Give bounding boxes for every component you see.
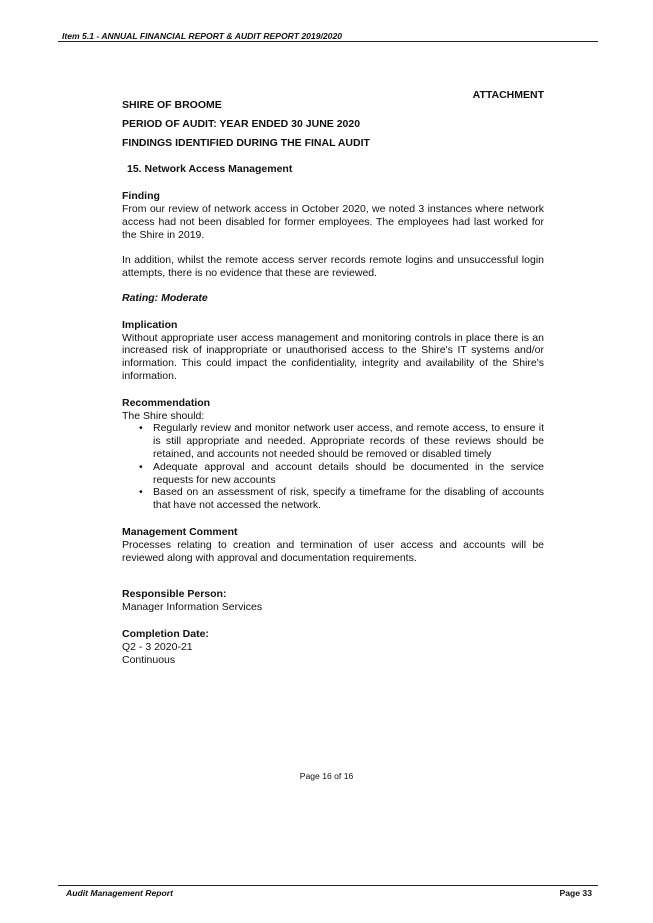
section-title: 15. Network Access Management [127, 163, 293, 176]
finding-heading: Finding [122, 190, 160, 203]
list-item-text: Based on an assessment of risk, specify a timeframe for the disabling of accounts that have not accessed the network. [153, 486, 544, 512]
recommendation-list [122, 422, 544, 512]
footer-rule [58, 885, 598, 886]
findings-title: FINDINGS IDENTIFIED DURING THE FINAL AUDIT [122, 136, 370, 149]
attachment-label: ATTACHMENT [472, 89, 544, 101]
management-comment-text: Processes relating to creation and termination of user access and accounts will be reviewed along with approval and documentation requirements. [122, 538, 544, 564]
footer-title: Audit Management Report [66, 888, 173, 898]
recommendation-intro: The Shire should: [122, 409, 205, 422]
list-item-text: Regularly review and monitor network user access, and remote access, to ensure it is still appropriate and needed. Appropriate records of these reviews should be retained, and accounts not needed should be removed or disabled timely [153, 422, 544, 460]
document-body [122, 99, 544, 666]
implication-text: Without appropriate user access management and monitoring controls in place there is an increased risk of inappropriate or unauthorised access to the Shire's IT systems and/or information. This could impact the confidentiality, integrity and availability of the Shire's information. [122, 331, 544, 382]
footer-page: Page 33 [559, 888, 592, 898]
bullet-icon: • [139, 422, 143, 435]
completion-date-line-1: Q2 - 3 2020-21 [122, 640, 193, 653]
responsible-person-value: Manager Information Services [122, 601, 263, 614]
finding-paragraph-2: In addition, whilst the remote access server records remote logins and unsuccessful login attempts, there is no evidence that these are reviewed. [122, 254, 544, 280]
responsible-person-heading: Responsible Person: [122, 588, 227, 601]
page-number: Page 16 of 16 [299, 771, 354, 781]
finding-paragraph-1: From our review of network access in October 2020, we noted 3 instances where network access had not been disabled for former employees. The employees had last worked for the Shire in 2019. [122, 202, 544, 241]
list-item-text: Adequate approval and account details should be documented in the service requests for new accounts [153, 460, 544, 486]
list-item [139, 460, 544, 487]
org-name: SHIRE OF BROOME [122, 99, 222, 111]
header-rule [58, 41, 598, 42]
implication-heading: Implication [122, 318, 178, 331]
recommendation-heading: Recommendation [122, 396, 211, 409]
bullet-icon: • [139, 486, 143, 499]
list-item [139, 486, 544, 512]
bullet-icon: • [139, 460, 143, 473]
completion-date-line-2: Continuous [122, 653, 176, 666]
management-comment-heading: Management Comment [122, 525, 238, 538]
audit-period: PERIOD OF AUDIT: YEAR ENDED 30 JUNE 2020 [122, 117, 361, 130]
rating: Rating: Moderate [122, 291, 208, 304]
completion-date-heading: Completion Date: [122, 627, 209, 640]
list-item [139, 422, 544, 460]
header-title: Item 5.1 - ANNUAL FINANCIAL REPORT & AUDIT REPORT 2019/2020 [62, 31, 342, 41]
